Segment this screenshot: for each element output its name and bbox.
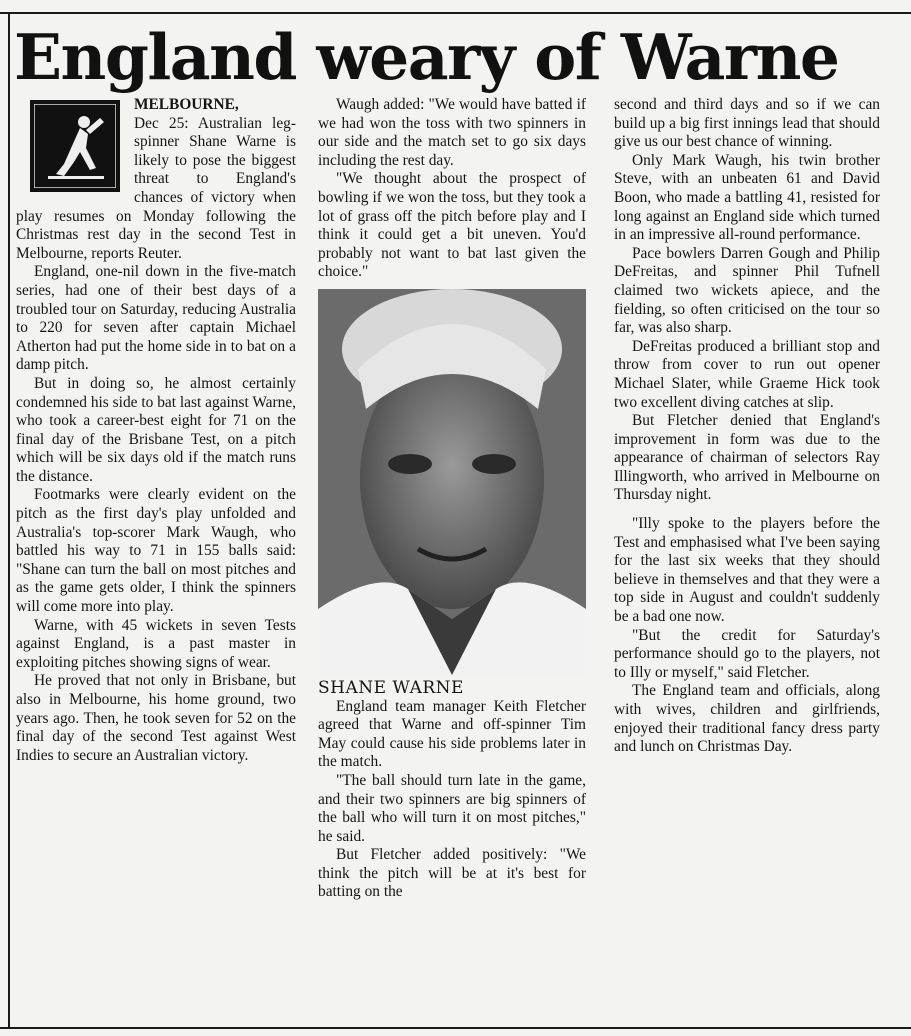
- paragraph: Warne, with 45 wickets in seven Tests against England, is a past master in exploiting pitches showing signs of wear.: [16, 616, 296, 671]
- dateline: MELBOURNE,: [134, 96, 239, 113]
- paragraph: But in doing so, he almost certainly condemned his side to bat last against Warne, who took a career-best eight for 71 on the final day of the Brisbane Test, on a pitch which will be six days old if the match runs the distance.: [16, 374, 296, 485]
- bottom-rule: [0, 1027, 911, 1029]
- paragraph: "We thought about the prospect of bowling if we won the toss, but they took a lot of grass off the pitch before play and I think it could get a bit uneven. You'd probably not want to bat last given the choice.": [318, 170, 586, 281]
- article-column-2: [318, 96, 586, 902]
- article-column-1: [16, 96, 296, 765]
- left-rule: [8, 12, 10, 1029]
- paragraph: The England team and officials, along with wives, children and girlfriends, enjoyed their traditional fancy dress party and lunch on Christmas Day.: [614, 682, 880, 756]
- paragraph: second and third days and so if we can build up a big first innings lead that should give us our best chance of winning.: [614, 96, 880, 151]
- paragraph: "But the credit for Saturday's performance should go to the players, not to Illy or myself," said Fletcher.: [614, 626, 880, 681]
- headline: England weary of Warne: [14, 20, 839, 94]
- paragraph: Pace bowlers Darren Gough and Philip DeFreitas, and spinner Phil Tufnell claimed two wickets apiece, and the fielding, so often criticised on the tour so far, was also sharp.: [614, 244, 880, 337]
- paragraph: "The ball should turn late in the game, and their two spinners are big spinners of the ball who will turn it on most pitches," he said.: [318, 771, 586, 845]
- cricket-logo-icon: [30, 100, 120, 192]
- paragraph: England, one-nil down in the five-match series, had one of their best days of a troubled tour on Saturday, reducing Australia to 220 for seven after captain Michael Atherton had put the home side in to bat on a damp pitch.: [16, 263, 296, 374]
- paragraph: DeFreitas produced a brilliant stop and throw from cover to run out opener Michael Slater, while Graeme Hick took two excellent diving catches at slip.: [614, 337, 880, 411]
- photo-caption: SHANE WARNE: [318, 677, 464, 698]
- paragraph: "Illy spoke to the players before the Test and emphasised what I've been saying for the last six weeks that they should believe in themselves and that they were a top side in August and couldn't suddenly be a bad one now.: [614, 515, 880, 626]
- paragraph: Only Mark Waugh, his twin brother Steve, with an unbeaten 61 and David Boon, who made a battling 41, resisted for long against an England side which turned in an impressive all-round performance.: [614, 151, 880, 244]
- player-photo: [318, 289, 586, 675]
- paragraph: He proved that not only in Brisbane, but also in Melbourne, his home ground, two years ago. Then, he took seven for 52 on the final day of the second Test against West Indies to secure an Australian victory.: [16, 672, 296, 764]
- paragraph: But Fletcher added positively: "We think the pitch will be at it's best for batting on the: [318, 846, 586, 901]
- paragraph: England team manager Keith Fletcher agreed that Warne and off-spinner Tim May could cause his side problems later in the match.: [318, 697, 586, 771]
- paragraph: But Fletcher denied that England's improvement in form was due to the appearance of chairman of selectors Ray Illingworth, who arrived in Melbourne on Thursday night.: [614, 412, 880, 504]
- paragraph: Waugh added: "We would have batted if we had won the toss with two spinners in our side and the match set to go six days including the rest day.: [318, 96, 586, 169]
- paragraph: Footmarks were clearly evident on the pitch as the first day's play unfolded and Australia's top-scorer Mark Waugh, who battled his way to 71 in 155 balls said: "Shane can turn the ball on most pitches and as the game gets older, I think the spinners will come more into play.: [16, 486, 296, 616]
- article-column-3: [614, 96, 880, 757]
- paragraph: Dec 25: Australian leg-spinner Shane Warne is likely to pose the biggest threat to England's chances of victory when play resumes on Monday following the Christmas rest day in the second Test in Melbourne, reports Reuter.: [16, 114, 296, 262]
